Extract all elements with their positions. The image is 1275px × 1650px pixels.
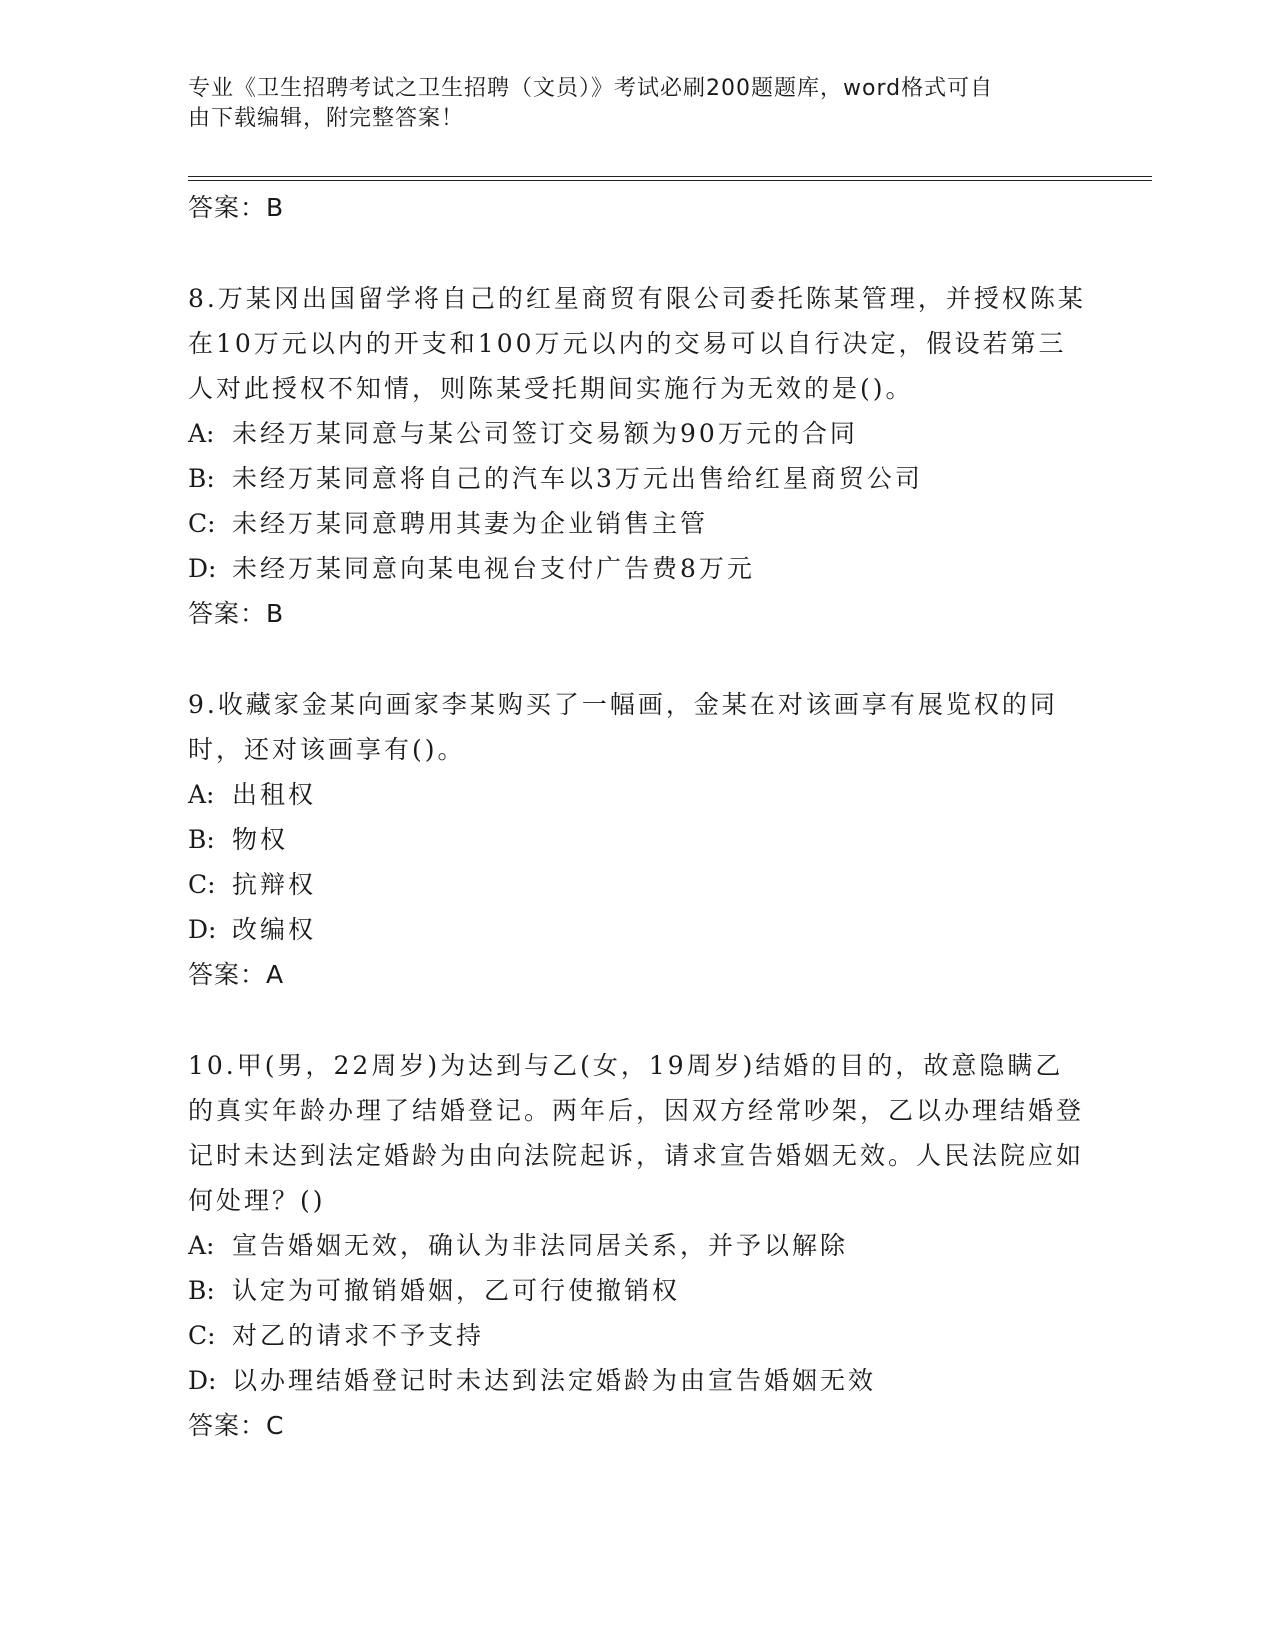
option-a (188, 411, 1088, 456)
page-header (188, 74, 1068, 134)
question-8 (188, 276, 1088, 636)
question-10 (188, 1043, 1088, 1448)
answer-line: 答案：B (188, 599, 285, 628)
option-text: 物权 (232, 825, 289, 854)
option-b (188, 1268, 1088, 1313)
answer-line: 答案：C (188, 1411, 285, 1440)
option-letter: C: (188, 870, 216, 899)
header-line-2: 由下载编辑，附完整答案！ (188, 106, 465, 131)
option-a (188, 1223, 1088, 1268)
option-letter: D: (188, 1366, 217, 1395)
option-letter: A: (188, 419, 215, 448)
option-letter: B: (188, 1276, 215, 1305)
option-letter: B: (188, 464, 215, 493)
option-b (188, 817, 1088, 862)
option-text: 未经万某同意与某公司签订交易额为90万元的合同 (232, 419, 858, 448)
question-stem: 10.甲(男，22周岁)为达到与乙(女，19周岁)结婚的目的，故意隐瞒乙的真实年龄办理了结婚登记。两年后，因双方经常吵架，乙以办理结婚登记时未达到法定婚龄为由向法院起诉，请求宣告婚姻无效。人民法院应如何处理？() (188, 1051, 1085, 1215)
header-rule-bottom (188, 180, 1152, 181)
option-text: 未经万某同意聘用其妻为企业销售主管 (232, 509, 709, 538)
option-b (188, 456, 1088, 501)
option-c (188, 501, 1088, 546)
answer-line: 答案：B (188, 193, 285, 222)
option-d (188, 546, 1088, 591)
option-text: 未经万某同意将自己的汽车以3万元出售给红星商贸公司 (232, 464, 923, 493)
option-letter: A: (188, 1231, 215, 1260)
option-letter: D: (188, 915, 217, 944)
option-text: 对乙的请求不予支持 (232, 1321, 485, 1350)
option-text: 宣告婚姻无效，确认为非法同居关系，并予以解除 (232, 1231, 849, 1260)
option-letter: C: (188, 1321, 216, 1350)
option-d (188, 907, 1088, 952)
option-d (188, 1358, 1088, 1403)
answer-line: 答案：A (188, 960, 285, 989)
option-letter: B: (188, 825, 215, 854)
option-c (188, 862, 1088, 907)
option-letter: C: (188, 509, 216, 538)
header-rule-top (188, 176, 1152, 177)
option-letter: A: (188, 780, 215, 809)
question-stem: 9.收藏家金某向画家李某购买了一幅画，金某在对该画享有展览权的同时，还对该画享有()。 (188, 690, 1058, 764)
option-a (188, 772, 1088, 817)
option-text: 改编权 (232, 915, 317, 944)
option-letter: D: (188, 554, 217, 583)
option-text: 未经万某同意向某电视台支付广告费8万元 (232, 554, 755, 583)
header-line-1: 专业《卫生招聘考试之卫生招聘（文员）》考试必刷200题题库，word格式可自 (188, 76, 994, 101)
option-text: 抗辩权 (232, 870, 317, 899)
option-c (188, 1313, 1088, 1358)
option-text: 认定为可撤销婚姻，乙可行使撤销权 (232, 1276, 681, 1305)
question-9 (188, 682, 1088, 997)
option-text: 以办理结婚登记时未达到法定婚龄为由宣告婚姻无效 (232, 1366, 877, 1395)
question-list (188, 185, 1088, 1448)
question-stem: 8.万某冈出国留学将自己的红星商贸有限公司委托陈某管理，并授权陈某在10万元以内的开支和100万元以内的交易可以自行决定，假设若第三人对此授权不知情，则陈某受托期间实施行为无效的是()。 (188, 284, 1086, 403)
option-text: 出租权 (232, 780, 317, 809)
